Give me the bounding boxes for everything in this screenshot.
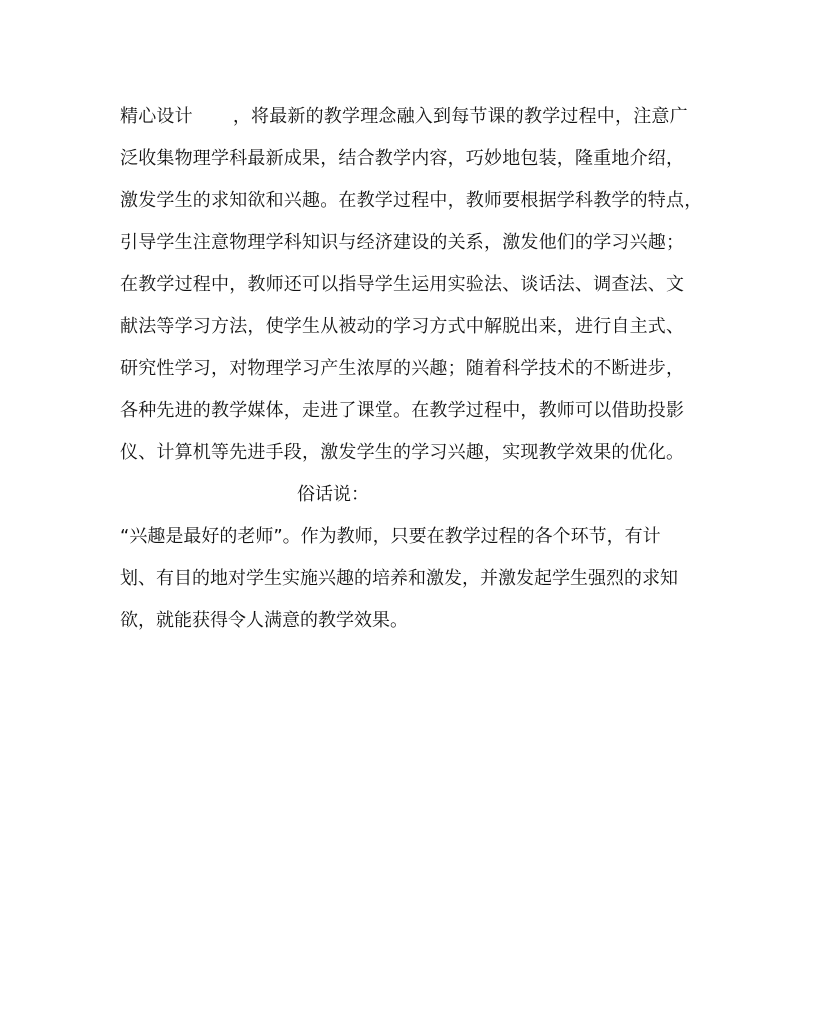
- paragraph-1-line-3: 激发学生的求知欲和兴趣。在教学过程中，教师要根据学科教学的特点，: [120, 190, 703, 211]
- paragraph-2-line-3: 欲，就能获得令人满意的教学效果。: [120, 610, 408, 631]
- paragraph-1-line-4: 引导学生注意物理学科知识与经济建设的关系，激发他们的学习兴趣；: [120, 232, 685, 253]
- saying-heading: 俗话说：: [297, 484, 369, 505]
- paragraph-2-line-1: “兴趣是最好的老师”。作为教师，只要在教学过程的各个环节，有计: [120, 526, 661, 547]
- paragraph-1-line-6: 献法等学习方法，使学生从被动的学习方式中解脱出来，进行自主式、: [120, 316, 685, 337]
- paragraph-1-line-2: 泛收集物理学科最新成果，结合教学内容，巧妙地包装，隆重地介绍，: [120, 148, 685, 169]
- paragraph-1-line-7: 研究性学习，对物理学习产生浓厚的兴趣；随着科学技术的不断进步，: [120, 358, 685, 379]
- paragraph-1-line-5: 在教学过程中，教师还可以指导学生运用实验法、谈话法、调查法、文: [120, 274, 685, 295]
- paragraph-1-line-1: [120, 105, 688, 129]
- paragraph-1-first-line-rest: ，将最新的教学理念融入到每节课的教学过程中，注意广: [232, 106, 688, 127]
- paragraph-2-line-2: 划、有目的地对学生实施兴趣的培养和激发，并激发起学生强烈的求知: [120, 568, 678, 589]
- paragraph-1-line-9: 仪、计算机等先进手段，激发学生的学习兴趣，实现教学效果的优化。: [120, 442, 685, 463]
- paragraph-1-line-8: 各种先进的教学媒体，走进了课堂。在教学过程中，教师可以借助投影: [120, 400, 685, 421]
- paragraph-1-lead-text: 精心设计: [120, 106, 193, 127]
